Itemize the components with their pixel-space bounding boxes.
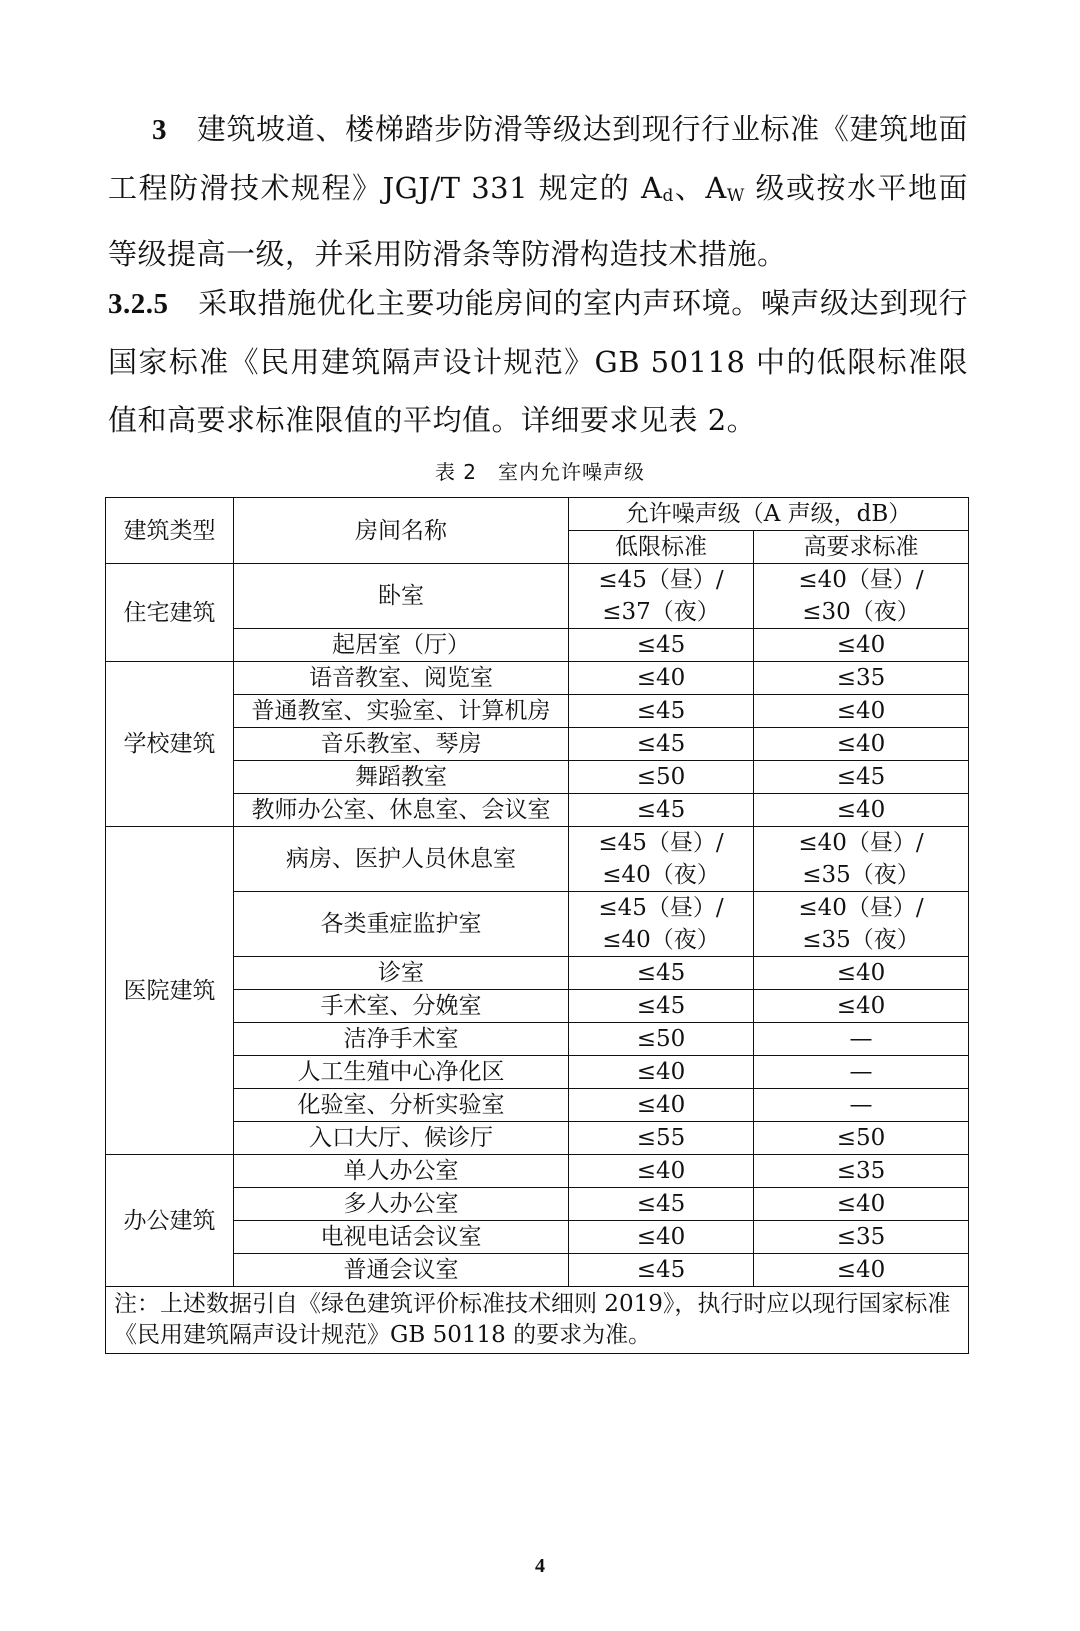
- room-name-cell: 卧室: [234, 564, 569, 629]
- noise-value: ≤40（昼）/: [798, 567, 924, 593]
- room-name-cell: 病房、医护人员休息室: [234, 827, 569, 892]
- building-type-cell: 医院建筑: [106, 827, 234, 1155]
- building-type-cell: 学校建筑: [106, 662, 234, 827]
- noise-value: ≤35: [836, 665, 886, 691]
- noise-value: ≤40: [836, 797, 886, 823]
- building-type-cell: 办公建筑: [106, 1155, 234, 1287]
- noise-level-table: [105, 497, 969, 1354]
- low-standard-cell: [569, 564, 754, 629]
- noise-value: ≤40: [836, 960, 886, 986]
- high-standard-cell: [754, 1056, 969, 1089]
- noise-value: ≤40: [636, 1158, 686, 1184]
- room-name-cell: 单人办公室: [234, 1155, 569, 1188]
- high-standard-cell: [754, 629, 969, 662]
- header-low-standard: 低限标准: [569, 531, 754, 564]
- paragraph-stair-slip: [108, 100, 968, 283]
- noise-value: ≤40（夜）: [602, 927, 720, 953]
- high-standard-cell: [754, 892, 969, 957]
- low-standard-cell: [569, 728, 754, 761]
- low-standard-cell: [569, 794, 754, 827]
- table-row: [106, 794, 969, 827]
- noise-value: ≤45: [636, 731, 686, 757]
- noise-value: ≤40（夜）: [602, 862, 720, 888]
- low-standard-cell: [569, 1089, 754, 1122]
- low-standard-cell: [569, 695, 754, 728]
- noise-value: ≤45（昼）/: [598, 895, 724, 921]
- building-type-cell: 住宅建筑: [106, 564, 234, 662]
- table-row: [106, 1188, 969, 1221]
- low-standard-cell: [569, 827, 754, 892]
- noise-value: ≤40（昼）/: [798, 895, 924, 921]
- header-high-standard: 高要求标准: [754, 531, 969, 564]
- room-name-cell: 多人办公室: [234, 1188, 569, 1221]
- table-row: [106, 1023, 969, 1056]
- noise-value: —: [849, 1092, 873, 1118]
- high-standard-cell: [754, 1254, 969, 1287]
- noise-value: ≤50: [636, 764, 686, 790]
- noise-value: ≤40: [836, 1257, 886, 1283]
- table-row: [106, 1089, 969, 1122]
- noise-value: ≤37（夜）: [602, 599, 720, 625]
- noise-value: ≤40: [836, 993, 886, 1019]
- noise-value: ≤50: [636, 1026, 686, 1052]
- noise-value: ≤55: [636, 1125, 686, 1151]
- subscript-d: d: [662, 186, 674, 206]
- table-note: 注：上述数据引自《绿色建筑评价标准技术细则 2019》，执行时应以现行国家标准《民用建筑隔声设计规范》GB 50118 的要求为准。: [106, 1287, 969, 1354]
- clause-number: 3.2.5: [108, 288, 169, 320]
- high-standard-cell: [754, 990, 969, 1023]
- noise-value: ≤45（昼）/: [598, 830, 724, 856]
- noise-value: ≤45（昼）/: [598, 567, 724, 593]
- table-row: [106, 761, 969, 794]
- table-row: [106, 1221, 969, 1254]
- table-row: [106, 1254, 969, 1287]
- noise-value: ≤40: [636, 1092, 686, 1118]
- room-name-cell: 入口大厅、候诊厅: [234, 1122, 569, 1155]
- room-name-cell: 洁净手术室: [234, 1023, 569, 1056]
- table-row: [106, 728, 969, 761]
- table-row: [106, 1056, 969, 1089]
- room-name-cell: 电视电话会议室: [234, 1221, 569, 1254]
- high-standard-cell: [754, 564, 969, 629]
- high-standard-cell: [754, 761, 969, 794]
- room-name-cell: 普通会议室: [234, 1254, 569, 1287]
- high-standard-cell: [754, 1089, 969, 1122]
- room-name-cell: 各类重症监护室: [234, 892, 569, 957]
- table-row: [106, 1122, 969, 1155]
- high-standard-cell: [754, 1122, 969, 1155]
- low-standard-cell: [569, 1155, 754, 1188]
- room-name-cell: 语音教室、阅览室: [234, 662, 569, 695]
- low-standard-cell: [569, 1188, 754, 1221]
- room-name-cell: 舞蹈教室: [234, 761, 569, 794]
- noise-value: ≤35（夜）: [802, 862, 920, 888]
- noise-value: ≤45: [636, 993, 686, 1019]
- low-standard-cell: [569, 1122, 754, 1155]
- paragraph-sound-env: [108, 274, 968, 449]
- table-row: [106, 695, 969, 728]
- page-number: 4: [535, 1555, 545, 1577]
- noise-value: ≤45: [636, 698, 686, 724]
- header-row: [106, 498, 969, 531]
- low-standard-cell: [569, 1221, 754, 1254]
- noise-value: ≤40: [636, 1224, 686, 1250]
- room-name-cell: 音乐教室、琴房: [234, 728, 569, 761]
- table-row: [106, 990, 969, 1023]
- note-row: [106, 1287, 969, 1354]
- high-standard-cell: [754, 794, 969, 827]
- high-standard-cell: [754, 662, 969, 695]
- high-standard-cell: [754, 695, 969, 728]
- low-standard-cell: [569, 1254, 754, 1287]
- room-name-cell: 手术室、分娩室: [234, 990, 569, 1023]
- high-standard-cell: [754, 1155, 969, 1188]
- room-name-cell: 教师办公室、休息室、会议室: [234, 794, 569, 827]
- low-standard-cell: [569, 892, 754, 957]
- room-name-cell: 诊室: [234, 957, 569, 990]
- high-standard-cell: [754, 728, 969, 761]
- header-noise-group: 允许噪声级（A 声级，dB）: [569, 498, 969, 531]
- table-row: [106, 629, 969, 662]
- noise-value: ≤40: [836, 632, 886, 658]
- noise-value: ≤45: [836, 764, 886, 790]
- noise-value: ≤45: [636, 632, 686, 658]
- noise-value: ≤35: [836, 1224, 886, 1250]
- table-row: [106, 957, 969, 990]
- room-name-cell: 人工生殖中心净化区: [234, 1056, 569, 1089]
- table-caption: 表 2 室内允许噪声级: [434, 460, 646, 484]
- header-building-type: 建筑类型: [106, 498, 234, 564]
- table-row: [106, 1155, 969, 1188]
- noise-value: ≤45: [636, 797, 686, 823]
- noise-value: ≤40: [836, 1191, 886, 1217]
- noise-value: ≤45: [636, 960, 686, 986]
- noise-value: ≤45: [636, 1191, 686, 1217]
- low-standard-cell: [569, 662, 754, 695]
- paragraph-text: 采取措施优化主要功能房间的室内声环境。噪声级达到现行国家标准《民用建筑隔声设计规范》GB 50118 中的低限标准限值和高要求标准限值的平均值。详细要求见表 2。: [108, 286, 968, 437]
- noise-value: ≤40: [636, 1059, 686, 1085]
- header-room-name: 房间名称: [234, 498, 569, 564]
- paragraph-text-b: 、A: [673, 171, 727, 205]
- paragraph-text-a: 建筑坡道、楼梯踏步防滑等级达到现行行业标准《建筑地面工程防滑技术规程》JGJ/T 331 规定的 A: [108, 112, 968, 205]
- noise-value: ≤35: [836, 1158, 886, 1184]
- low-standard-cell: [569, 990, 754, 1023]
- low-standard-cell: [569, 1023, 754, 1056]
- high-standard-cell: [754, 1221, 969, 1254]
- noise-value: ≤40: [636, 665, 686, 691]
- table-row: [106, 892, 969, 957]
- room-name-cell: 化验室、分析实验室: [234, 1089, 569, 1122]
- table-row: [106, 564, 969, 629]
- noise-value: ≤40: [836, 731, 886, 757]
- paragraph-text-c: 级或按水平地面等级提高一级，并采用防滑条等防滑构造技术措施。: [108, 171, 969, 271]
- table-row: [106, 662, 969, 695]
- high-standard-cell: [754, 1188, 969, 1221]
- noise-value: —: [849, 1026, 873, 1052]
- noise-value: —: [849, 1059, 873, 1085]
- high-standard-cell: [754, 827, 969, 892]
- low-standard-cell: [569, 629, 754, 662]
- low-standard-cell: [569, 1056, 754, 1089]
- noise-value: ≤35（夜）: [802, 927, 920, 953]
- noise-value: ≤30（夜）: [802, 599, 920, 625]
- clause-number: 3: [152, 114, 167, 146]
- table-row: [106, 827, 969, 892]
- high-standard-cell: [754, 957, 969, 990]
- low-standard-cell: [569, 957, 754, 990]
- noise-value: ≤40（昼）/: [798, 830, 924, 856]
- high-standard-cell: [754, 1023, 969, 1056]
- subscript-w: W: [726, 186, 745, 206]
- noise-value: ≤40: [836, 698, 886, 724]
- room-name-cell: 起居室（厅）: [234, 629, 569, 662]
- room-name-cell: 普通教室、实验室、计算机房: [234, 695, 569, 728]
- low-standard-cell: [569, 761, 754, 794]
- noise-value: ≤45: [636, 1257, 686, 1283]
- noise-value: ≤50: [836, 1125, 886, 1151]
